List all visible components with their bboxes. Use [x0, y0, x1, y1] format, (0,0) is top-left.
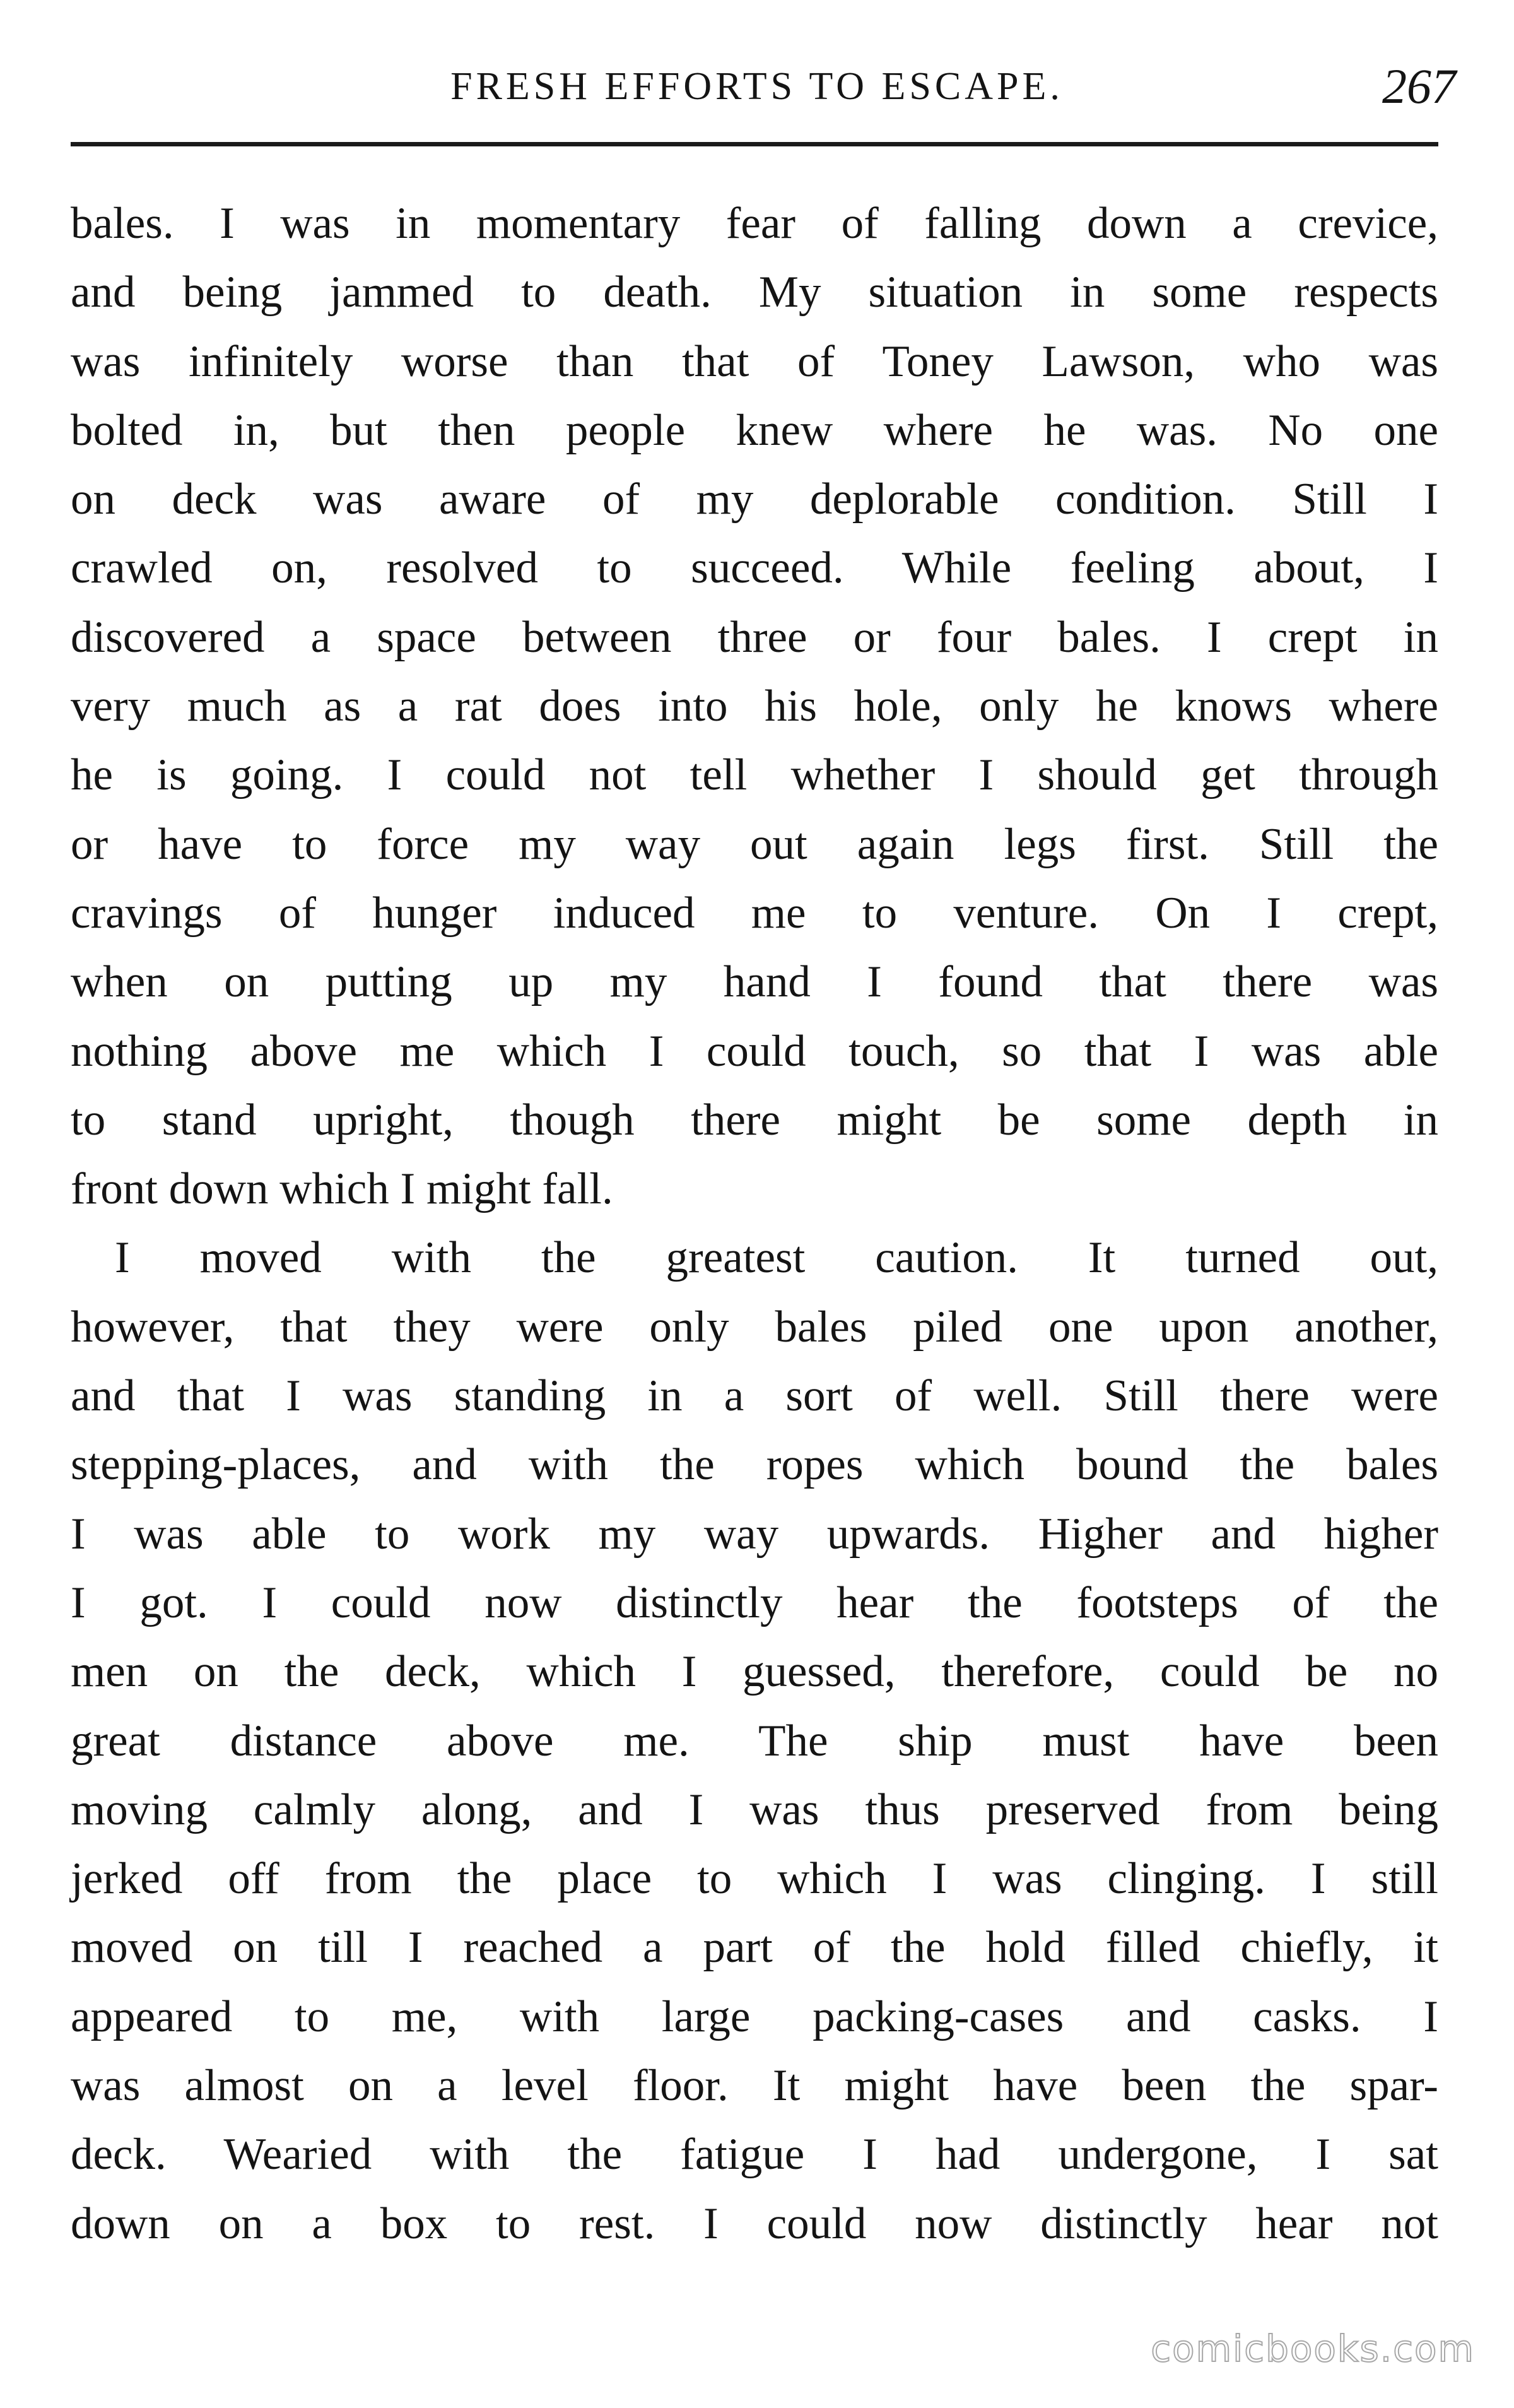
text-line: discovered a space between three or four bales. I crept in: [71, 612, 1438, 662]
text-line: appeared to me, with large packing-cases and casks. I: [71, 1992, 1438, 2041]
text-line: on deck was aware of my deplorable condition. Still I: [71, 475, 1438, 524]
paragraph-1: [71, 189, 1438, 1224]
text-line: deck. Wearied with the fatigue I had undergone, I sat: [71, 2130, 1438, 2180]
text-line: was almost on a level floor. It might have been the spar-: [71, 2061, 1438, 2111]
text-line: stepping-places, and with the ropes which bound the bales: [71, 1440, 1438, 1490]
text-line: was infinitely worse than that of Toney Lawson, who was: [71, 336, 1438, 386]
text-line: I moved with the greatest caution. It turned out,: [115, 1233, 1438, 1283]
watermark: comicbooks.com: [1151, 2327, 1475, 2370]
text-line: and being jammed to death. My situation in some respects: [71, 268, 1438, 317]
text-line: bolted in, but then people knew where he was. No one: [71, 405, 1438, 455]
text-line: men on the deck, which I guessed, therefore, could be no: [71, 1647, 1438, 1697]
text-line: nothing above me which I could touch, so that I was able: [71, 1026, 1438, 1076]
text-line: great distance above me. The ship must have been: [71, 1716, 1438, 1766]
paragraph-2: [71, 1224, 1438, 2258]
body-text: [71, 189, 1438, 2258]
chapter-running-title: FRESH EFFORTS TO ESCAPE.: [450, 65, 1064, 108]
text-line: moved on till I reached a part of the hold filled chiefly, it: [71, 1923, 1438, 1973]
text-line: very much as a rat does into his hole, only he knows where: [71, 682, 1438, 731]
text-line: I was able to work my way upwards. Higher and higher: [71, 1509, 1438, 1559]
text-line: to stand upright, though there might be some depth in: [71, 1095, 1438, 1145]
text-line: he is going. I could not tell whether I should get through: [71, 750, 1438, 800]
text-line: and that I was standing in a sort of well. Still there were: [71, 1371, 1438, 1421]
text-line: bales. I was in momentary fear of falling down a crevice,: [71, 199, 1438, 248]
text-line: front down which I might fall.: [71, 1164, 613, 1214]
text-line: when on putting up my hand I found that there was: [71, 957, 1438, 1007]
text-line: I got. I could now distinctly hear the footsteps of the: [71, 1578, 1438, 1627]
header-rule: [71, 142, 1438, 146]
text-line: however, that they were only bales piled one upon another,: [71, 1302, 1438, 1352]
page-number: 267: [1382, 59, 1456, 114]
text-line: down on a box to rest. I could now distinctly hear not: [71, 2198, 1438, 2248]
running-head: [0, 58, 1514, 115]
text-line: crawled on, resolved to succeed. While feeling about, I: [71, 543, 1438, 593]
text-line: jerked off from the place to which I was clinging. I still: [71, 1854, 1438, 1904]
text-line: moving calmly along, and I was thus preserved from being: [71, 1785, 1438, 1834]
text-line: cravings of hunger induced me to venture. On I crept,: [71, 888, 1438, 938]
text-line: or have to force my way out again legs first. Still the: [71, 819, 1438, 869]
